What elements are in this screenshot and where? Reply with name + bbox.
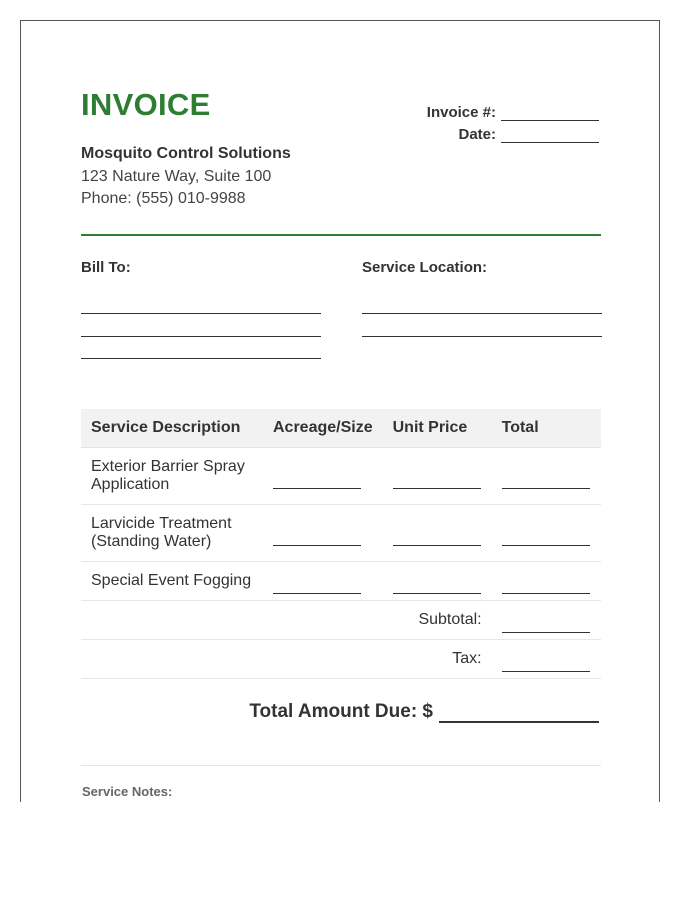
table-row <box>81 505 601 562</box>
company-info <box>81 143 291 211</box>
service-notes-label: Service Notes: <box>82 784 173 799</box>
acreage-field[interactable] <box>273 478 361 489</box>
invoice-date-field[interactable] <box>501 128 599 143</box>
invoice-number-label: Invoice #: <box>426 104 496 121</box>
unit-price-cell <box>383 448 492 505</box>
unit-price-field[interactable] <box>393 535 481 546</box>
acreage-field[interactable] <box>273 535 361 546</box>
services-table <box>81 409 601 679</box>
subtotal-row <box>81 601 601 640</box>
service-description-line2: Application <box>91 476 170 493</box>
total-field[interactable] <box>502 583 590 594</box>
invoice-number-row <box>427 99 599 121</box>
tax-cell <box>492 640 601 679</box>
table-row <box>81 448 601 505</box>
subtotal-field[interactable] <box>502 622 590 633</box>
tax-row <box>81 640 601 679</box>
service-description-line2: (Standing Water) <box>91 533 212 550</box>
total-cell <box>492 505 601 562</box>
unit-price-field[interactable] <box>393 478 481 489</box>
acreage-cell <box>263 562 383 601</box>
total-amount-due-field[interactable] <box>439 703 599 723</box>
bill-to-line-3[interactable] <box>81 358 321 359</box>
header-service-description: Service Description <box>81 409 263 448</box>
total-cell <box>492 448 601 505</box>
service-description-line1: Larvicide Treatment <box>91 515 232 532</box>
header-acreage-size: Acreage/Size <box>263 409 383 448</box>
notes-divider <box>81 765 601 766</box>
subtotal-label: Subtotal: <box>81 601 492 640</box>
invoice-date-row <box>427 121 599 143</box>
service-description-cell <box>81 448 263 505</box>
service-description-line1: Special Event Fogging <box>91 572 252 589</box>
header-divider <box>81 234 601 236</box>
unit-price-cell <box>383 505 492 562</box>
total-amount-due <box>249 701 599 723</box>
bill-to-label: Bill To: <box>81 259 131 276</box>
header-unit-price: Unit Price <box>383 409 492 448</box>
tax-field[interactable] <box>502 661 590 672</box>
service-description-cell <box>81 505 263 562</box>
acreage-cell <box>263 505 383 562</box>
tax-label: Tax: <box>81 640 492 679</box>
subtotal-cell <box>492 601 601 640</box>
bill-to-line-2[interactable] <box>81 336 321 337</box>
invoice-date-label: Date: <box>458 126 496 143</box>
invoice-meta <box>427 99 599 143</box>
table-row <box>81 562 601 601</box>
invoice-number-field[interactable] <box>501 106 599 121</box>
service-description-line1: Exterior Barrier Spray <box>91 458 245 475</box>
header-total: Total <box>492 409 601 448</box>
total-amount-due-label: Total Amount Due: $ <box>249 701 433 722</box>
acreage-cell <box>263 448 383 505</box>
service-location-line-1[interactable] <box>362 313 602 314</box>
unit-price-cell <box>383 562 492 601</box>
service-location-label: Service Location: <box>362 259 488 276</box>
table-header-row <box>81 409 601 448</box>
invoice-title: INVOICE <box>81 87 211 122</box>
company-name: Mosquito Control Solutions <box>81 145 291 162</box>
invoice-sheet <box>20 20 660 802</box>
total-cell <box>492 562 601 601</box>
company-address: 123 Nature Way, Suite 100 <box>81 167 272 185</box>
total-field[interactable] <box>502 535 590 546</box>
service-location-line-2[interactable] <box>362 336 602 337</box>
unit-price-field[interactable] <box>393 583 481 594</box>
acreage-field[interactable] <box>273 583 361 594</box>
total-field[interactable] <box>502 478 590 489</box>
company-phone: Phone: (555) 010-9988 <box>81 190 246 207</box>
bill-to-line-1[interactable] <box>81 313 321 314</box>
service-description-cell <box>81 562 263 601</box>
